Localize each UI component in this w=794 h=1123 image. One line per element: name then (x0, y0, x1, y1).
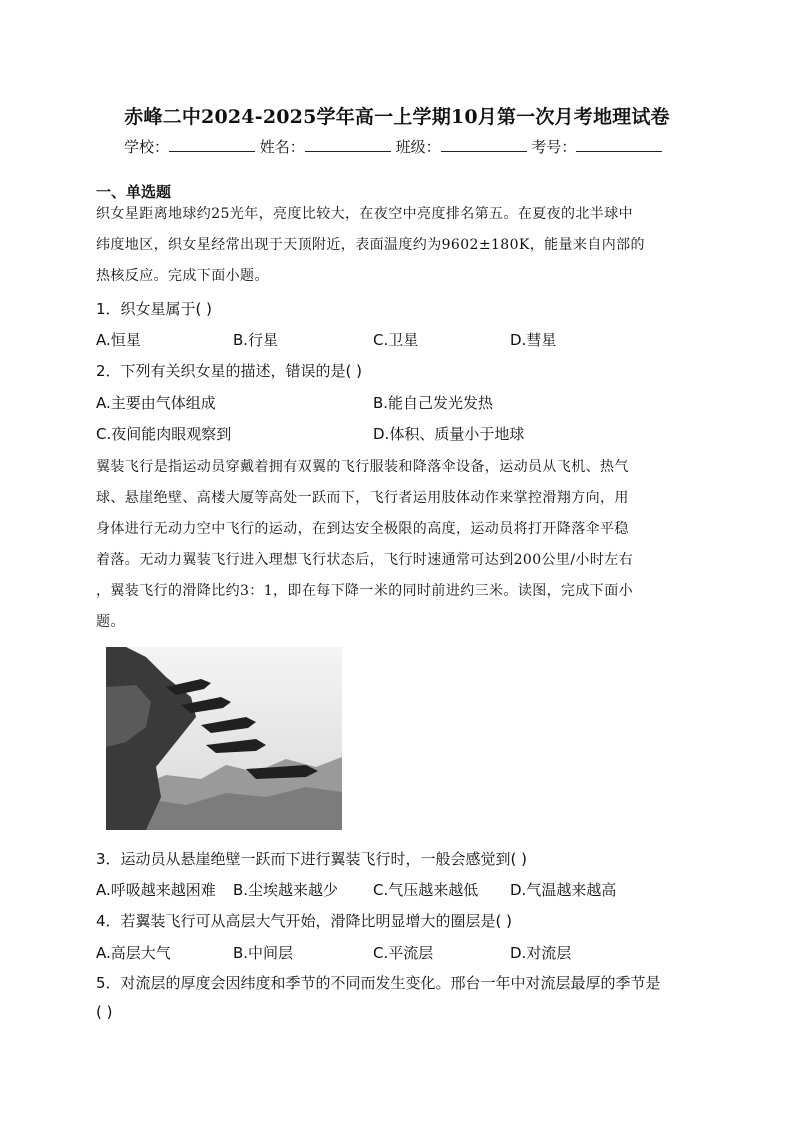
q2-option-a[interactable]: A.主要由气体组成 (96, 394, 216, 412)
question-4: 4．若翼装飞行可从高层大气开始，滑降比明显增大的圈层是( ) (96, 912, 513, 930)
question-3: 3．运动员从悬崖绝壁一跃而下进行翼装飞行时，一般会感觉到( ) (96, 850, 528, 868)
passage-vega (96, 199, 698, 292)
q4-option-d[interactable]: D.对流层 (510, 944, 572, 962)
passage-line: 题。 (96, 614, 125, 630)
passage-line: 球、悬崖绝壁、高楼大厦等高处一跃而下，飞行者运用肢体动作来掌控滑翔方向，用 (96, 490, 629, 506)
question-1: 1．织女星属于( ) (96, 300, 213, 318)
q3-option-a[interactable]: A.呼吸越来越困难 (96, 881, 216, 899)
exam-no-label: 考号： (531, 138, 577, 156)
q4-option-c[interactable]: C.平流层 (373, 944, 434, 962)
exam-title: 赤峰二中2024-2025学年高一上学期10月第一次月考地理试卷 (124, 106, 670, 128)
q2-option-c[interactable]: C.夜间能肉眼观察到 (96, 425, 232, 443)
name-label: 姓名： (259, 138, 305, 156)
wingsuit-photo-image (106, 647, 342, 830)
q2-option-b[interactable]: B.能自己发光发热 (373, 394, 494, 412)
passage-line: 身体进行无动力空中飞行的运动，在到达安全极限的高度，运动员将打开降落伞平稳 (96, 521, 629, 537)
q4-option-b[interactable]: B.中间层 (233, 944, 294, 962)
exam-no-blank[interactable] (576, 137, 662, 152)
q1-option-c[interactable]: C.卫星 (373, 331, 419, 349)
passage-line: 纬度地区，织女星经常出现于天顶附近，表面温度约为9602±180K，能量来自内部的 (96, 237, 645, 253)
passage-wingsuit (96, 452, 698, 638)
class-label: 班级： (395, 138, 441, 156)
passage-line: ，翼装飞行的滑降比约3：1，即在每下降一米的同时前进约三米。读图，完成下面小 (96, 583, 634, 599)
wingsuit-photo (106, 647, 342, 830)
school-blank[interactable] (169, 137, 255, 152)
q1-option-a[interactable]: A.恒星 (96, 331, 141, 349)
q3-option-d[interactable]: D.气温越来越高 (510, 881, 617, 899)
passage-line: 热核反应。完成下面小题。 (96, 268, 269, 284)
passage-line: 翼装飞行是指运动员穿戴着拥有双翼的飞行服装和降落伞设备，运动员从飞机、热气 (96, 459, 629, 475)
q1-option-d[interactable]: D.彗星 (510, 331, 557, 349)
q3-option-c[interactable]: C.气压越来越低 (373, 881, 479, 899)
q1-option-b[interactable]: B.行星 (233, 331, 279, 349)
school-label: 学校： (124, 138, 170, 156)
section-heading: 一、单选题 (96, 183, 172, 201)
passage-line: 着落。无动力翼装飞行进入理想飞行状态后，飞行时速通常可达到200公里/小时左右 (96, 552, 634, 568)
question-5-bracket: ( ) (96, 1003, 113, 1021)
q4-option-a[interactable]: A.高层大气 (96, 944, 171, 962)
name-blank[interactable] (305, 137, 391, 152)
passage-line: 织女星距离地球约25光年，亮度比较大，在夜空中亮度排名第五。在夏夜的北半球中 (96, 206, 634, 222)
student-info-row (124, 136, 662, 157)
question-2: 2．下列有关织女星的描述，错误的是( ) (96, 362, 363, 380)
class-blank[interactable] (441, 137, 527, 152)
question-5: 5．对流层的厚度会因纬度和季节的不同而发生变化。邢台一年中对流层最厚的季节是 (96, 974, 661, 992)
q3-option-b[interactable]: B.尘埃越来越少 (233, 881, 339, 899)
q2-option-d[interactable]: D.体积、质量小于地球 (373, 425, 525, 443)
